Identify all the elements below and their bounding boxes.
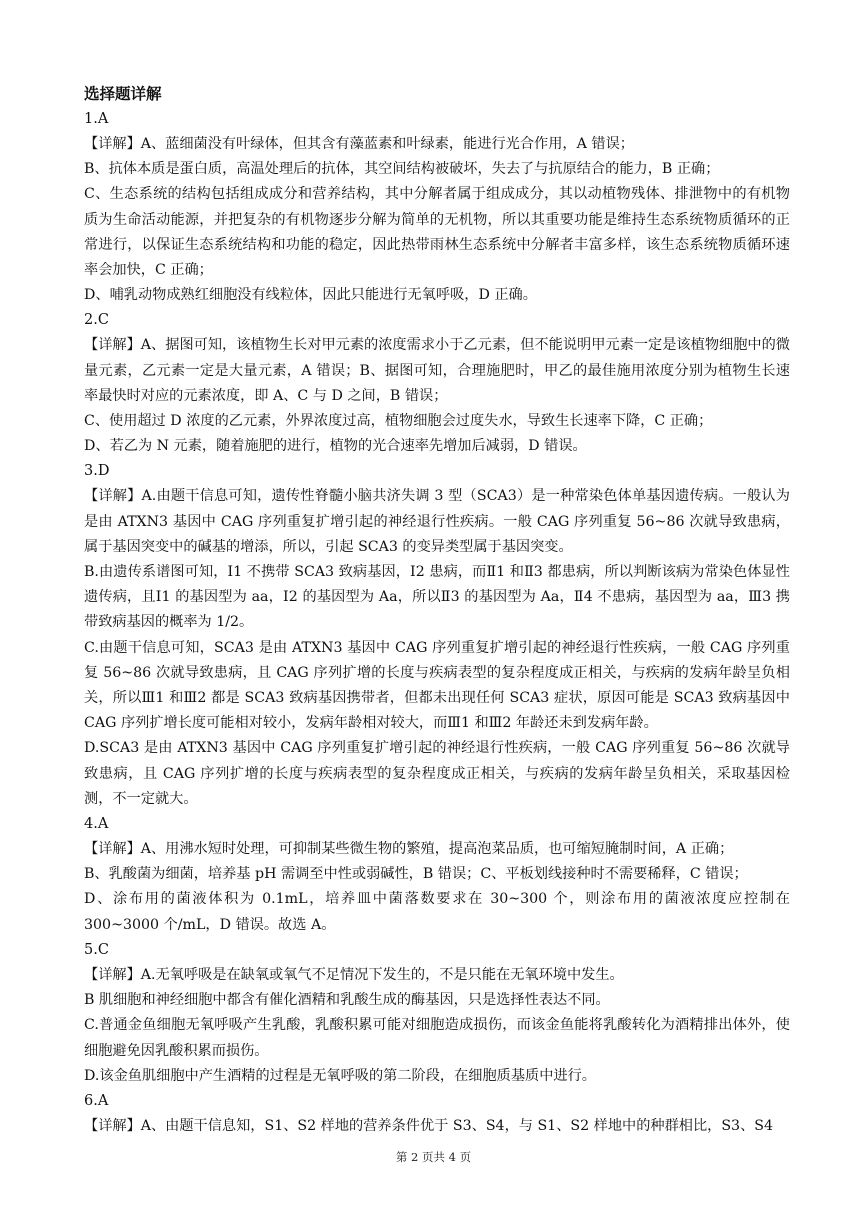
explanation-paragraph: C、生态系统的结构包括组成成分和营养结构，其中分解者属于组成成分，其以动植物残体、排泄物中的有机物质为生命活动能源，并把复杂的有机物逐步分解为简单的无机物，所以其重要功能是维持生态系统物质循环的正常进行，以保证生态系统结构和功能的稳定，因此热带雨林生态系统中分解者丰富多样，该生态系统物质循环速率会加快，C 正确；	[84, 186, 790, 279]
document-page	[84, 82, 790, 1139]
question-number: 3.D	[84, 463, 110, 480]
explanation-paragraph: B、抗体本质是蛋白质，高温处理后的抗体，其空间结构被破坏，失去了与抗原结合的能力，B 正确；	[84, 161, 720, 178]
section-title: 选择题详解	[84, 85, 162, 103]
explanation-paragraph: 【详解】A.无氧呼吸是在缺氧或氧气不足情况下发生的，不是只能在无氧环境中发生。	[84, 966, 624, 983]
explanation-paragraph: 【详解】A.由题干信息可知，遗传性脊髓小脑共济失调 3 型（SCA3）是一种常染色体单基因遗传病。一般认为是由 ATXN3 基因中 CAG 序列重复扩增引起的神经退行性疾病。一般 CAG 序列重复 56~86 次就导致患病，属于基因突变中的碱基的增添，所以，引起 SCA3 的变异类型属于基因突变。	[84, 488, 790, 555]
question-number: 1.A	[84, 111, 109, 127]
explanation-paragraph: D、涂布用的菌液体积为 0.1mL，培养皿中菌落数要求在 30~300 个，则涂布用的菌液浓度应控制在 300~3000 个/mL，D 错误。故选 A。	[84, 891, 790, 933]
explanation-paragraph: B.由遗传系谱图可知，Ⅰ1 不携带 SCA3 致病基因，Ⅰ2 患病，而Ⅱ1 和Ⅱ3 都患病，所以判断该病为常染色体显性遗传病，且Ⅰ1 的基因型为 aa，Ⅰ2 的基因型为 Aa，所以Ⅱ3 的基因型为 Aa，Ⅱ4 不患病，基因型为 aa，Ⅲ3 携带致病基因的概率为 1/2。	[84, 564, 790, 631]
explanation-paragraph: 【详解】A、由题干信息知，S1、S2 样地的营养条件优于 S3、S4，与 S1、S2 样地中的种群相比，S3、S4	[84, 1117, 774, 1134]
question-4	[84, 812, 790, 938]
explanation-paragraph: D、哺乳动物成熟红细胞没有线粒体，因此只能进行无氧呼吸，D 正确。	[84, 287, 537, 304]
question-number: 5.C	[84, 941, 109, 958]
explanation-paragraph: 【详解】A、用沸水短时处理，可抑制某些微生物的繁殖，提高泡菜品质，也可缩短腌制时间，A 正确；	[84, 841, 734, 858]
explanation-paragraph: C、使用超过 D 浓度的乙元素，外界浓度过高，植物细胞会过度失水，导致生长速率下降，C 正确；	[84, 413, 713, 430]
explanation-paragraph: 【详解】A、据图可知，该植物生长对甲元素的浓度需求小于乙元素，但不能说明甲元素一定是该植物细胞中的微量元素，乙元素一定是大量元素，A 错误；B、据图可知，合理施肥时，甲乙的最佳施用浓度分别为植物生长速率最快时对应的元素浓度，即 A、C 与 D 之间，B 错误；	[84, 337, 790, 404]
explanation-paragraph: D、若乙为 N 元素，随着施肥的进行，植物的光合速率先增加后减弱，D 错误。	[84, 438, 587, 455]
question-1	[84, 107, 790, 308]
explanation-paragraph: D.SCA3 是由 ATXN3 基因中 CAG 序列重复扩增引起的神经退行性疾病，一般 CAG 序列重复 56~86 次就导致患病，且 CAG 序列扩增的长度与疾病表型的复杂程度成正相关，与疾病的发病年龄呈负相关，采取基因检测，不一定就大。	[84, 740, 790, 807]
explanation-paragraph: 【详解】A、蓝细菌没有叶绿体，但其含有藻蓝素和叶绿素，能进行光合作用，A 错误；	[84, 136, 634, 152]
explanation-paragraph: C.普通金鱼细胞无氧呼吸产生乳酸，乳酸积累可能对细胞造成损伤，而该金鱼能将乳酸转化为酒精排出体外，使细胞避免因乳酸积累而损伤。	[84, 1017, 790, 1059]
question-6	[84, 1089, 790, 1139]
question-5	[84, 938, 790, 1089]
explanation-paragraph: B 肌细胞和神经细胞中都含有催化酒精和乳酸生成的酶基因，只是选择性表达不同。	[84, 992, 610, 1009]
question-number: 6.A	[84, 1092, 109, 1109]
explanation-paragraph: C.由题干信息可知，SCA3 是由 ATXN3 基因中 CAG 序列重复扩增引起的神经退行性疾病，一般 CAG 序列重复 56~86 次就导致患病，且 CAG 序列扩增的长度与疾病表型的复杂程度成正相关，与疾病的发病年龄呈负相关，所以Ⅲ1 和Ⅲ2 都是 SCA3 致病基因携带者，但都未出现任何 SCA3 症状，原因可能是 SCA3 致病基因中 CAG 序列扩增长度可能相对较小，发病年龄相对较大，而Ⅲ1 和Ⅲ2 年龄还未到发病年龄。	[84, 639, 790, 732]
explanation-paragraph: D.该金鱼肌细胞中产生酒精的过程是无氧呼吸的第二阶段，在细胞质基质中进行。	[84, 1067, 596, 1084]
page-footer: 第 2 页共 4 页	[395, 1150, 472, 1164]
question-number: 4.A	[84, 816, 109, 833]
question-2	[84, 308, 790, 459]
explanation-paragraph: B、乳酸菌为细菌，培养基 pH 需调至中性或弱碱性，B 错误；C、平板划线接种时不需要稀释，C 错误；	[84, 866, 748, 883]
question-3	[84, 459, 790, 812]
question-number: 2.C	[84, 312, 109, 329]
